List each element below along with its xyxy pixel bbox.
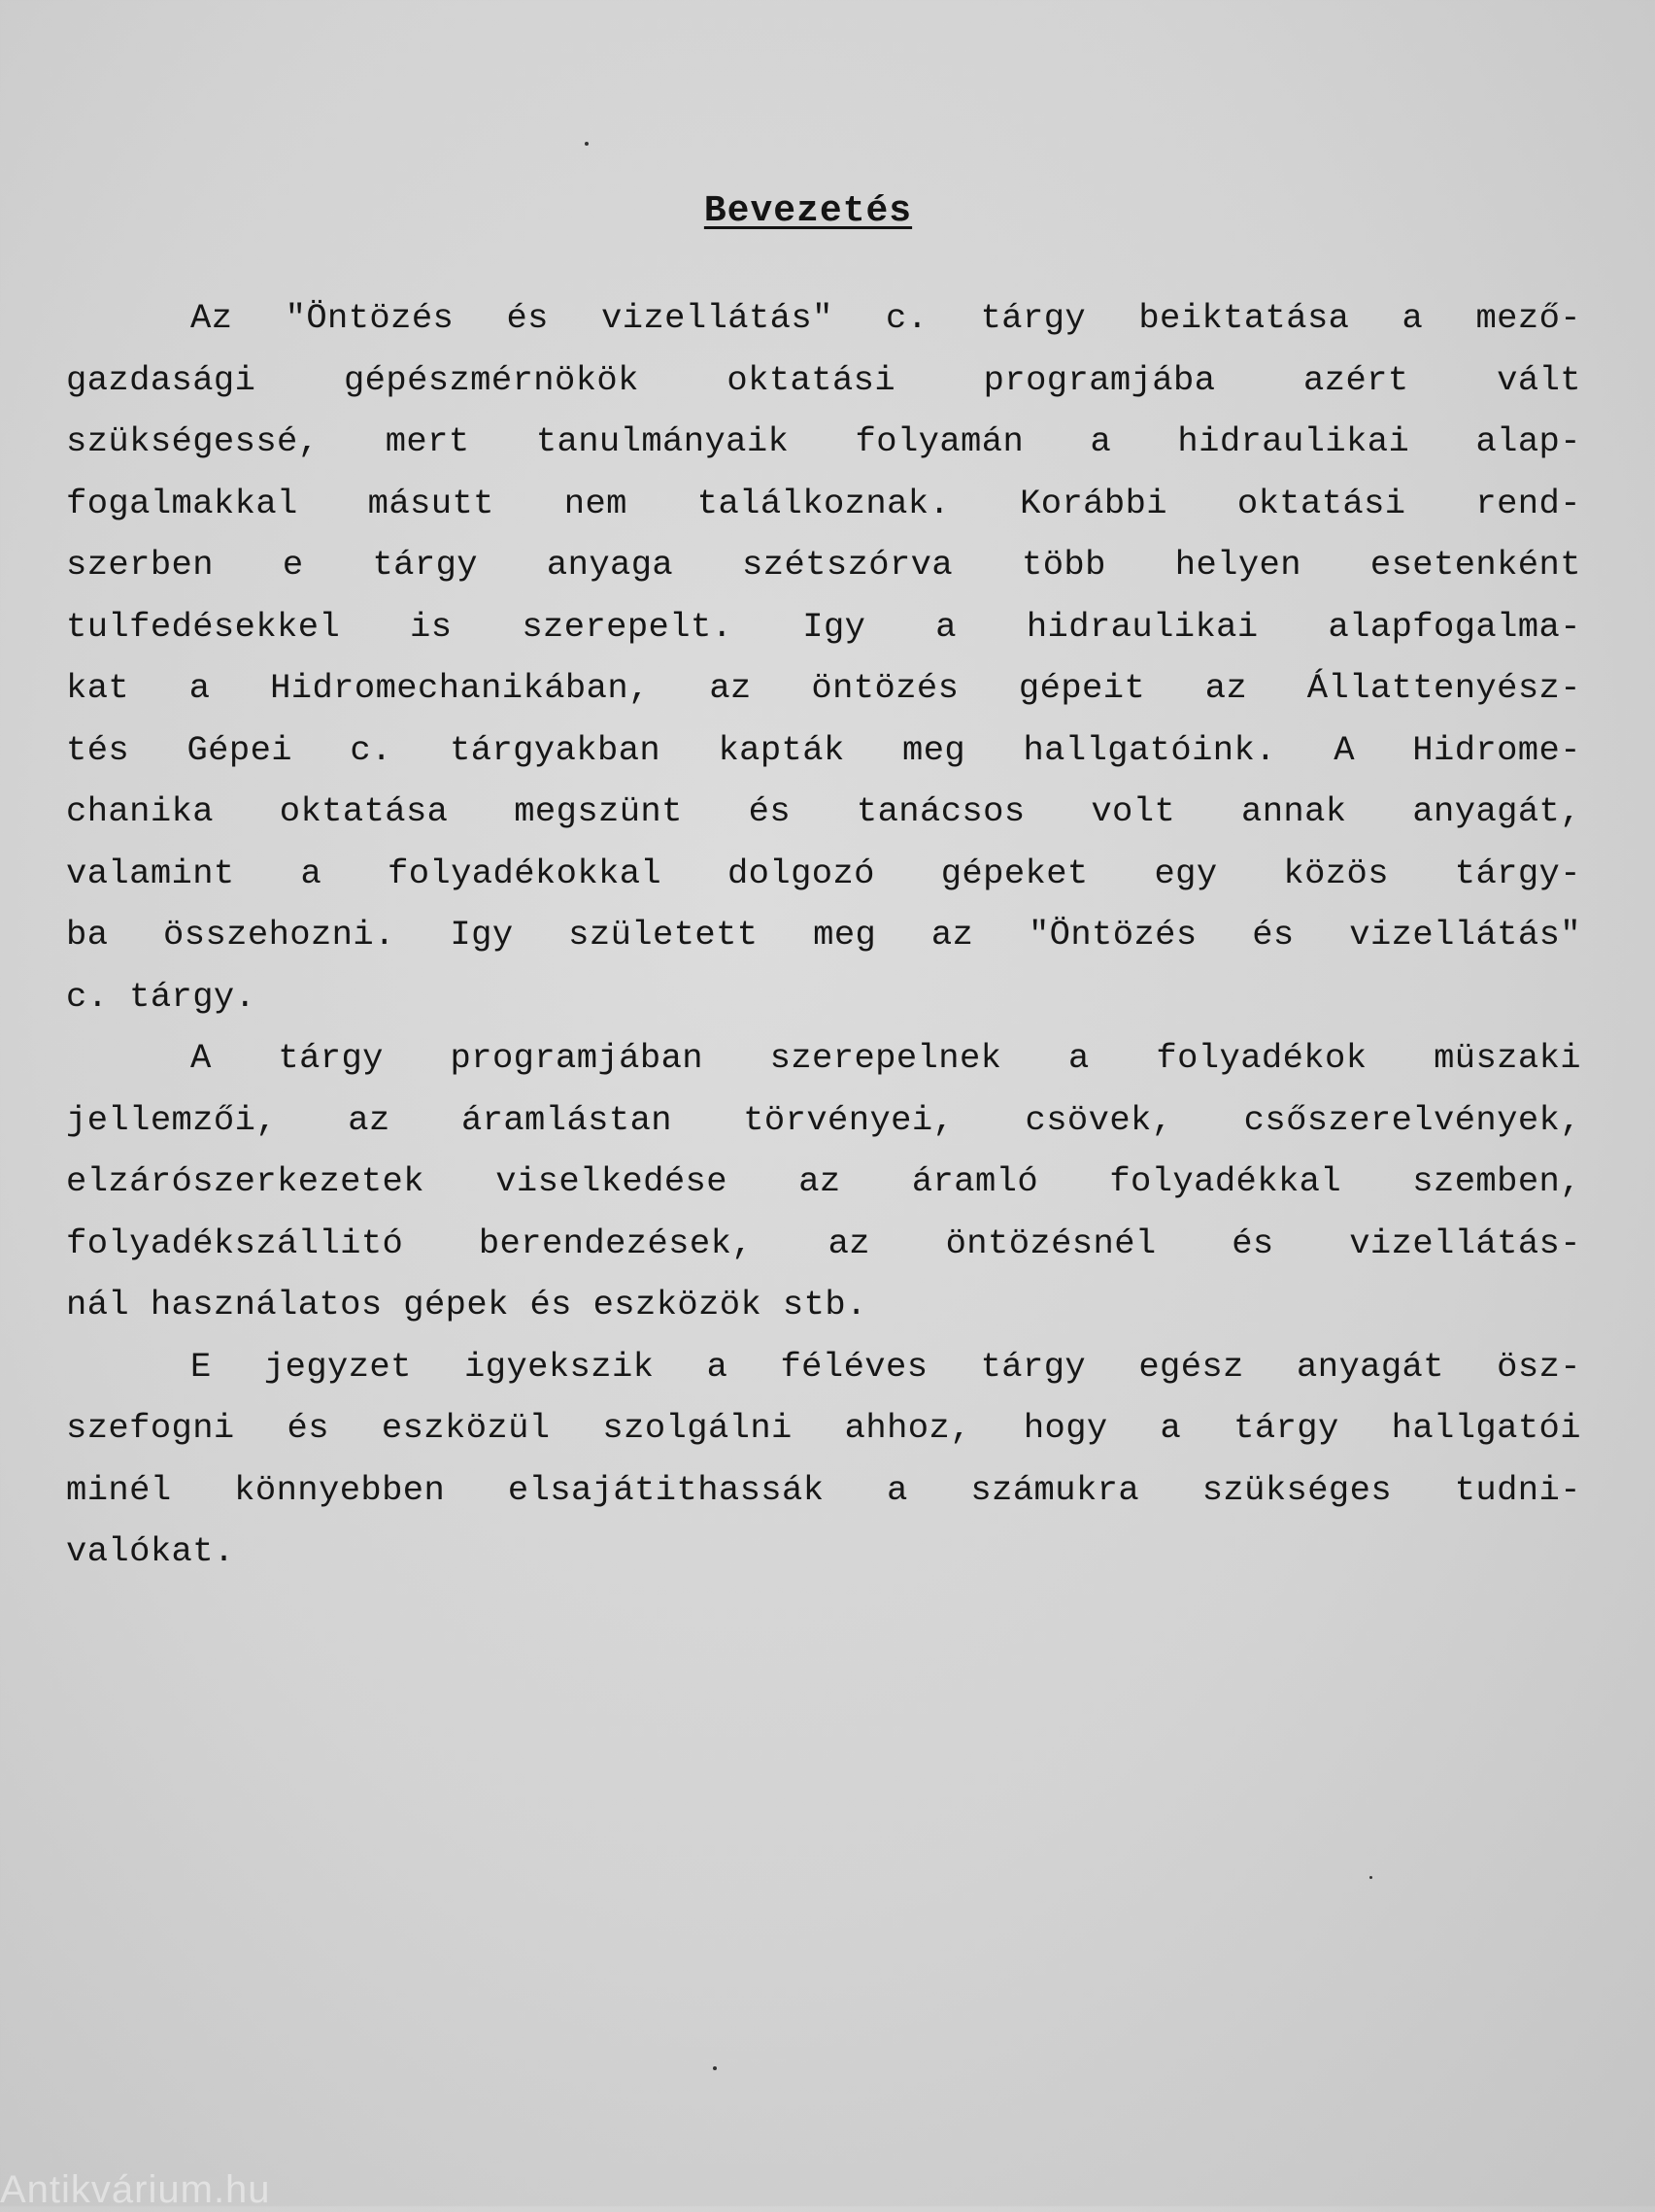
text-line bbox=[66, 720, 1581, 782]
word: anyaga bbox=[546, 545, 674, 585]
word: jellemzői, bbox=[66, 1099, 278, 1140]
word: oktatási bbox=[726, 359, 896, 400]
word: a bbox=[1090, 421, 1112, 461]
word: és bbox=[1232, 1223, 1274, 1263]
word: nem bbox=[563, 483, 627, 523]
word: több bbox=[1022, 545, 1106, 585]
watermark: Antikvárium.hu bbox=[0, 2168, 271, 2211]
word: gépeit bbox=[1018, 668, 1146, 708]
word: szerben bbox=[66, 545, 214, 585]
word: a bbox=[1068, 1038, 1090, 1078]
word: tulfedésekkel bbox=[66, 606, 341, 647]
word: vált bbox=[1497, 359, 1581, 400]
word: hogy bbox=[1023, 1408, 1108, 1448]
word: szefogni bbox=[66, 1408, 235, 1448]
word: meg bbox=[902, 729, 966, 770]
paper-speck bbox=[585, 142, 589, 146]
word: csőszerelvények, bbox=[1243, 1099, 1581, 1140]
word: fogalmakkal bbox=[66, 483, 298, 523]
word: alap- bbox=[1475, 421, 1581, 461]
word: minél bbox=[66, 1469, 172, 1510]
word: kat bbox=[66, 668, 130, 708]
text-line: nál használatos gépek és eszközök stb. bbox=[66, 1285, 867, 1324]
word: A bbox=[190, 1038, 212, 1078]
word: tés bbox=[66, 729, 130, 770]
word: megszünt bbox=[514, 791, 683, 831]
word: csövek, bbox=[1025, 1099, 1173, 1140]
word: a bbox=[1402, 298, 1424, 338]
word: Gépei bbox=[186, 729, 292, 770]
text-line: c. tárgy. bbox=[66, 976, 256, 1017]
text-line bbox=[66, 781, 1581, 843]
word: oktatási bbox=[1236, 483, 1406, 523]
word: a bbox=[887, 1469, 908, 1510]
word: folyadékok bbox=[1156, 1038, 1368, 1078]
word: egész bbox=[1138, 1346, 1244, 1387]
word: viselkedése bbox=[495, 1161, 727, 1201]
word: mező- bbox=[1475, 298, 1581, 338]
word: tárgy bbox=[372, 545, 478, 585]
word: anyagát, bbox=[1412, 791, 1581, 831]
word: ösz- bbox=[1497, 1346, 1581, 1387]
word: programjában bbox=[450, 1038, 703, 1078]
word: elsajátithassák bbox=[507, 1469, 825, 1510]
text-line: valókat. bbox=[66, 1531, 235, 1571]
word: c. bbox=[350, 729, 392, 770]
word: szükségessé, bbox=[66, 421, 320, 461]
word: szükséges bbox=[1201, 1469, 1393, 1510]
word: vizellátás" bbox=[1349, 915, 1581, 955]
page-title: Bevezetés bbox=[703, 190, 913, 232]
word: ahhoz, bbox=[844, 1408, 971, 1448]
word: az bbox=[348, 1099, 390, 1140]
word: tanulmányaik bbox=[535, 421, 790, 461]
word: Az bbox=[190, 298, 233, 338]
word: anyagát bbox=[1297, 1346, 1444, 1387]
word: ba bbox=[66, 915, 109, 955]
word: vizellátás- bbox=[1349, 1223, 1581, 1263]
word: könnyebben bbox=[234, 1469, 446, 1510]
text-line bbox=[66, 1213, 1581, 1275]
word: folyadékszállitó bbox=[66, 1223, 404, 1263]
word: tárgy bbox=[980, 1346, 1087, 1387]
word: "Öntözés bbox=[285, 298, 455, 338]
word: tanácsos bbox=[856, 791, 1026, 831]
word: öntözésnél bbox=[945, 1223, 1157, 1263]
word: is bbox=[410, 606, 453, 647]
word: és bbox=[287, 1408, 329, 1448]
word: gazdasági bbox=[66, 359, 256, 400]
word: a bbox=[935, 606, 957, 647]
word: tudni- bbox=[1454, 1469, 1581, 1510]
word: helyen bbox=[1174, 545, 1301, 585]
text-line bbox=[66, 1336, 1581, 1398]
word: egy bbox=[1154, 853, 1218, 893]
word: eszközül bbox=[381, 1408, 551, 1448]
word: összehozni. bbox=[163, 915, 395, 955]
text-line bbox=[66, 1459, 1581, 1522]
text-line bbox=[66, 843, 1581, 905]
word: Hidromechanikában, bbox=[270, 668, 650, 708]
word: oktatása bbox=[279, 791, 449, 831]
word: jegyzet bbox=[263, 1346, 412, 1387]
text-line bbox=[66, 596, 1581, 658]
text-line bbox=[66, 473, 1581, 535]
word: Korábbi bbox=[1020, 483, 1167, 523]
word: és bbox=[506, 298, 549, 338]
word: Állattenyész- bbox=[1306, 668, 1581, 708]
word: tárgy bbox=[278, 1038, 384, 1078]
word: valamint bbox=[66, 853, 235, 893]
word: született bbox=[568, 915, 759, 955]
text-line bbox=[66, 287, 1581, 350]
word: a bbox=[706, 1346, 728, 1387]
paper-speck bbox=[713, 2066, 717, 2070]
text-line bbox=[66, 657, 1581, 720]
word: A bbox=[1334, 729, 1355, 770]
word: találkoznak. bbox=[696, 483, 951, 523]
word: tárgy bbox=[1233, 1408, 1339, 1448]
text-line bbox=[66, 411, 1581, 473]
word: berendezések, bbox=[478, 1223, 753, 1263]
text-line bbox=[66, 350, 1581, 412]
word: számukra bbox=[970, 1469, 1140, 1510]
word: igyekszik bbox=[464, 1346, 655, 1387]
word: másutt bbox=[367, 483, 494, 523]
word: gépészmérnökök bbox=[343, 359, 639, 400]
word: volt bbox=[1091, 791, 1176, 831]
word: dolgozó bbox=[726, 853, 875, 893]
text-line bbox=[66, 1089, 1581, 1152]
word: áramló bbox=[911, 1161, 1039, 1201]
word: hallgatói bbox=[1391, 1408, 1581, 1448]
word: szemben, bbox=[1412, 1161, 1581, 1201]
word: folyamán bbox=[855, 421, 1025, 461]
word: áramlástan bbox=[460, 1099, 672, 1140]
word: a bbox=[300, 853, 322, 893]
word: a bbox=[1160, 1408, 1182, 1448]
word: annak bbox=[1240, 791, 1347, 831]
word: öntözés bbox=[811, 668, 960, 708]
word: az bbox=[930, 915, 974, 955]
word: az bbox=[709, 668, 752, 708]
word: szolgálni bbox=[602, 1408, 793, 1448]
word: szerepelt. bbox=[522, 606, 733, 647]
word: Igy bbox=[450, 915, 514, 955]
word: törvényei, bbox=[743, 1099, 955, 1140]
word: és bbox=[1252, 915, 1295, 955]
word: elzárószerkezetek bbox=[66, 1161, 424, 1201]
word: tárgy bbox=[980, 298, 1087, 338]
text-line bbox=[66, 904, 1581, 966]
text-line bbox=[66, 534, 1581, 596]
paper-speck bbox=[1369, 1876, 1372, 1879]
word: az bbox=[798, 1161, 841, 1201]
word: hidraulikai bbox=[1026, 606, 1259, 647]
word: az bbox=[1204, 668, 1248, 708]
word: folyadékkal bbox=[1109, 1161, 1342, 1201]
word: tárgy- bbox=[1454, 853, 1581, 893]
word: szétszórva bbox=[742, 545, 954, 585]
word: tárgyakban bbox=[450, 729, 661, 770]
word: Igy bbox=[802, 606, 866, 647]
word: programjába bbox=[983, 359, 1216, 400]
word: E bbox=[190, 1346, 212, 1387]
word: e bbox=[282, 545, 304, 585]
text-line bbox=[66, 1027, 1581, 1089]
word: "Öntözés bbox=[1028, 915, 1198, 955]
word: alapfogalma- bbox=[1328, 606, 1581, 647]
word: kapták bbox=[718, 729, 845, 770]
word: a bbox=[188, 668, 211, 708]
word: féléves bbox=[780, 1346, 929, 1387]
text-line bbox=[66, 1151, 1581, 1213]
word: esetenként bbox=[1369, 545, 1581, 585]
word: mert bbox=[385, 421, 470, 461]
word: azért bbox=[1303, 359, 1409, 400]
word: és bbox=[748, 791, 792, 831]
word: szerepelnek bbox=[769, 1038, 1002, 1078]
word: müszaki bbox=[1434, 1038, 1581, 1078]
word: beiktatása bbox=[1138, 298, 1350, 338]
word: az bbox=[828, 1223, 870, 1263]
word: folyadékokkal bbox=[387, 853, 662, 893]
word: közös bbox=[1283, 853, 1389, 893]
text-line bbox=[66, 1397, 1581, 1459]
word: chanika bbox=[66, 791, 214, 831]
word: hallgatóink. bbox=[1023, 729, 1276, 770]
word: meg bbox=[813, 915, 877, 955]
word: rend- bbox=[1475, 483, 1581, 523]
body-text bbox=[66, 287, 1581, 1583]
word: c. bbox=[885, 298, 929, 338]
word: hidraulikai bbox=[1177, 421, 1410, 461]
word: vizellátás" bbox=[601, 298, 833, 338]
word: gépeket bbox=[940, 853, 1089, 893]
word: Hidrome- bbox=[1412, 729, 1581, 770]
